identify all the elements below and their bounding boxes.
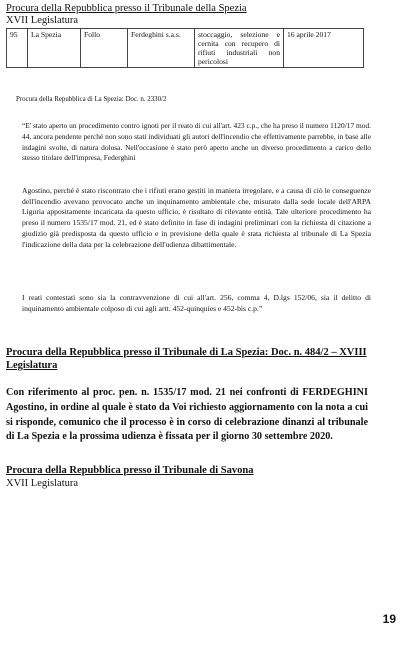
table-row [7, 29, 364, 68]
section-heading-doc-484: Procura della Repubblica presso il Tribunale di La Spezia: Doc. n. 484/2 – XVIII Legislatura [6, 347, 367, 372]
quote-paragraph-1: “E' stato aperto un procedimento contro ignoti per il reato di cui all'art. 423 c.p., che ha preso il numero 1120/17 mod. 44, ancora pendente perché non sono stati individuati gli autori dell'incendio che effettivamente parrebbe, in base alle indagini svolte, di natura dolosa. Nell'occasione è stato però aperto anche un diverso procedimento a carico dello stesso titolare dell'impresa, Federghini [22, 121, 371, 163]
cell-date: 16 aprile 2017 [284, 29, 364, 68]
legislature-label-savona: XVII Legislatura [6, 478, 79, 489]
cell-activity: stoccaggio, selezione e cernita con recupero di rifiuti industriali non pericolosi [195, 29, 284, 68]
legislature-label: XVII Legislatura [6, 15, 79, 26]
quote-paragraph-3: I reati contestati sono sia la contravvenzione di cui all'art. 256, comma 4, D.lgs 152/06, sia il delitto di inquinamento ambientale colposo di cui agli artt. 452-quinquies e 452-bis c.p.” [22, 293, 371, 313]
cell-company: Ferdeghini s.a.s. [128, 29, 195, 68]
page-number: 19 [382, 612, 396, 626]
document-reference: Procura della Repubblica di La Spezia: Doc. n. 2330/2 [16, 96, 167, 103]
cell-city: La Spezia [28, 29, 81, 68]
cell-town: Follo [81, 29, 128, 68]
response-paragraph: Con riferimento al proc. pen. n. 1535/17 mod. 21 nei confronti di FERDEGHINI Agostino, in ordine al quale è stato da Voi richiesto aggiornamento con la nota a cui si risponde, comunico che il processo è in corso di celebrazione dinanzi al tribunale di La Spezia e la prossima udienza è fissata per il giorno 30 settembre 2020. [6, 387, 368, 443]
cell-number: 95 [7, 29, 28, 68]
facility-table [6, 28, 364, 68]
quote-paragraph-2: Agostino, perché è stato riscontrato che i rifiuti erano gestiti in maniera irregolare, e a causa di ciò le conseguenze dell'incendio avevano provocato anche un inquinamento ambientale che, misurato dalla sede locale dell'ARPA Liguria appositamente incaricata da questo ufficio, è risultato di rilevante entità. Tale ulteriore procedimento ha preso il numero 1535/17 mod. 21, ed è stato definito in fase di indagini preliminari con la richiesta di citazione a giudizio già predisposta da questo ufficio e in previsione della quale è stata richiesta al tribunale di La Spezia l'indicazione della data per la celebrazione dell'udienza dibattimentale. [22, 186, 371, 249]
section-heading-la-spezia: Procura della Repubblica presso il Tribunale della Spezia [6, 3, 247, 14]
section-heading-savona: Procura della Repubblica presso il Tribunale di Savona [6, 465, 254, 476]
